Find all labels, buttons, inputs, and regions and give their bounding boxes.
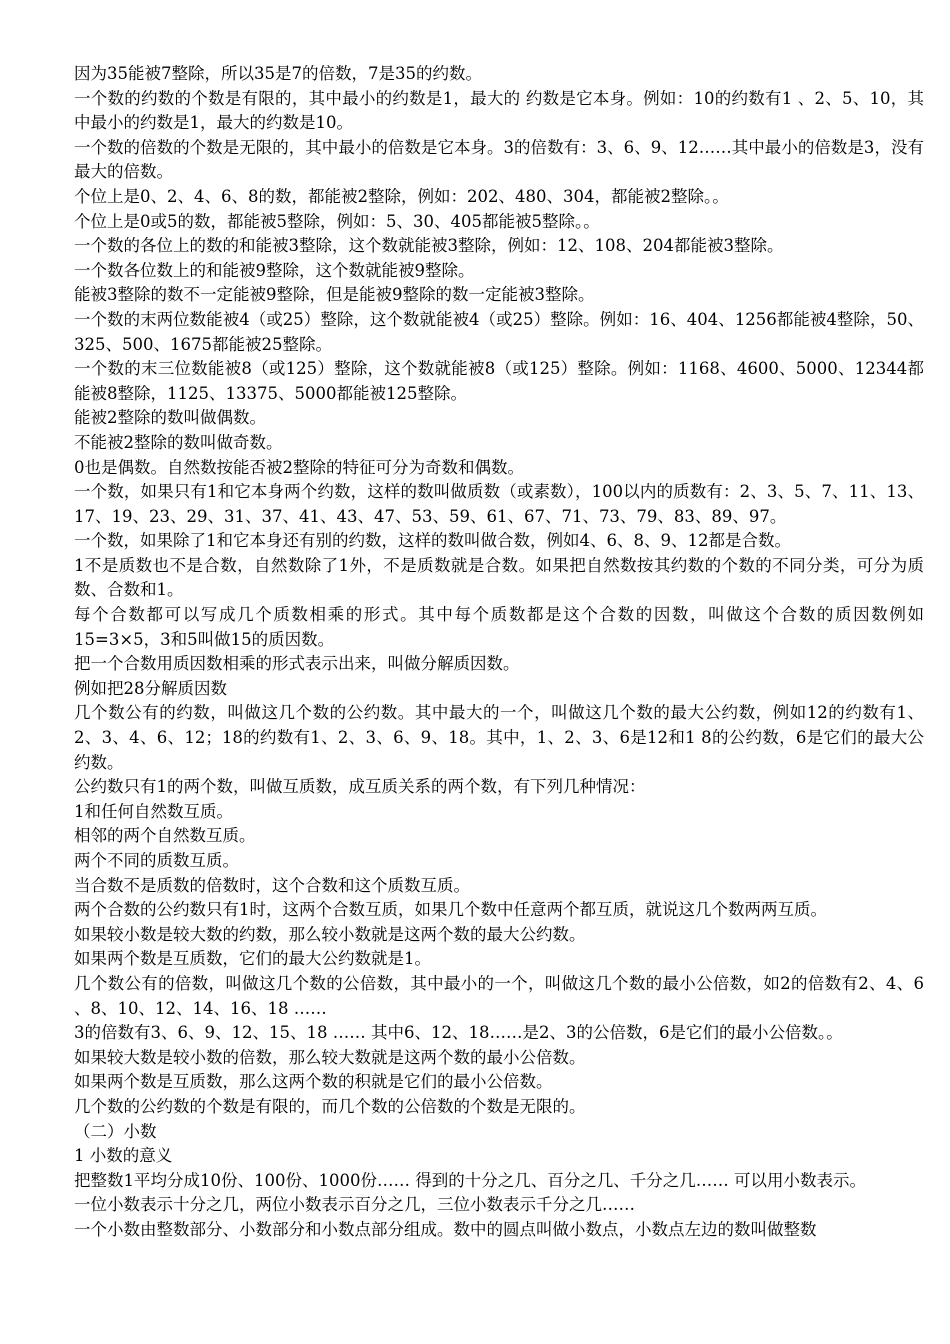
document-page — [74, 62, 930, 1243]
paragraph-coprime-case-1: 1和任何自然数互质。 — [74, 801, 233, 821]
paragraph-divisible-by-3: 一个数的各位上的数的和能被3整除，这个数就能被3整除，例如：12、108、204都能被3整除。 — [74, 236, 784, 256]
paragraph-odd-number: 不能被2整除的数叫做奇数。 — [74, 432, 283, 452]
paragraph-finite-infinite: 几个数的公约数的个数是有限的，而几个数的公倍数的个数是无限的。 — [74, 1096, 586, 1116]
paragraph-lcm-coprime: 如果两个数是互质数，那么这两个数的积就是它们的最小公倍数。 — [74, 1072, 553, 1092]
paragraph-factorize-28: 例如把28分解质因数 — [74, 678, 227, 698]
paragraph-decimal-places: 一位小数表示十分之几，两位小数表示百分之几，三位小数表示千分之几…… — [74, 1195, 635, 1215]
paragraph-gcd-smaller-divides-larger: 如果较小数是较大数的约数，那么较小数就是这两个数的最大公约数。 — [74, 924, 586, 944]
paragraph-coprime-case-composites: 两个合数的公约数只有1时，这两个合数互质，如果几个数中任意两个都互质，就说这几个数两两互质。 — [74, 900, 827, 920]
paragraph-common-divisor: 几个数公有的约数，叫做这几个数的公约数。其中最大的一个，叫做这几个数的最大公约数，例如12的约数有1、2、3、4、6、12；18的约数有1、2、3、6、9、18。其中，1、2、3、6是12和1 8的公约数，6是它们的最大公约数。 — [74, 703, 924, 772]
paragraph-gcd-coprime: 如果两个数是互质数，它们的最大公约数就是1。 — [74, 949, 431, 969]
paragraph-prime-number: 一个数，如果只有1和它本身两个约数，这样的数叫做质数（或素数），100以内的质数有：2、3、5、7、11、13、17、19、23、29、31、37、41、43、47、53、59、61、67、71、73、79、83、89、97。 — [74, 482, 924, 526]
paragraph-decimal-parts: 一个小数由整数部分、小数部分和小数点部分组成。数中的圆点叫做小数点，小数点左边的数叫做整数 — [74, 1219, 817, 1239]
paragraph-divisible-by-8-or-125: 一个数的末三位数能被8（或125）整除，这个数就能被8（或125）整除。例如：1168、4600、5000、12344都能被8整除，1125、13375、5000都能被125整除。 — [74, 359, 924, 403]
subheading-decimal-meaning: 1 小数的意义 — [74, 1146, 173, 1166]
paragraph-multiple-count-infinite: 一个数的倍数的个数是无限的，其中最小的倍数是它本身。3的倍数有：3、6、9、12……其中最小的倍数是3，没有最大的倍数。 — [74, 137, 924, 182]
paragraph-coprime-case-composite-prime: 当合数不是质数的倍数时，这个合数和这个质数互质。 — [74, 875, 470, 895]
paragraph-divisible-by-5: 个位上是0或5的数，都能被5整除，例如：5、30、405都能被5整除。。 — [74, 211, 600, 231]
paragraph-coprime-case-adjacent: 相邻的两个自然数互质。 — [74, 826, 256, 846]
paragraph-coprime-case-primes: 两个不同的质数互质。 — [74, 851, 239, 870]
paragraph-one-neither-prime-nor-composite: 1不是质数也不是合数，自然数除了1外，不是质数就是合数。如果把自然数按其约数的个数的不同分类，可分为质数、合数和1。 — [74, 555, 924, 600]
paragraph-composite-number: 一个数，如果除了1和它本身还有别的约数，这样的数叫做合数，例如4、6、8、9、12都是合数。 — [74, 531, 791, 551]
paragraph-divisible-by-4-or-25: 一个数的末两位数能被4（或25）整除，这个数就能被4（或25）整除。例如：16、404、1256都能被4整除，50、325、500、1675都能被25整除。 — [74, 309, 924, 354]
paragraph-prime-factor: 每个合数都可以写成几个质数相乘的形式。其中每个质数都是这个合数的因数，叫做这个合数的质因数例如15=3×5，3和5叫做15的质因数。 — [74, 605, 924, 649]
paragraph-divisor-count-finite: 一个数的约数的个数是有限的，其中最小的约数是1，最大的 约数是它本身。例如：10的约数有1 、2、5、10，其中最小的约数是1，最大的约数是10。 — [74, 88, 924, 133]
paragraph-coprime-definition: 公约数只有1的两个数，叫做互质数，成互质关系的两个数，有下列几种情况： — [74, 777, 646, 797]
paragraph-even-number: 能被2整除的数叫做偶数。 — [74, 408, 266, 428]
paragraph-common-multiple: 几个数公有的倍数，叫做这几个数的公倍数，其中最小的一个，叫做这几个数的最小公倍数，如2的倍数有2、4、6 、8、10、12、14、16、18 …… — [74, 973, 930, 1018]
paragraph-prime-factorization: 把一个合数用质因数相乘的形式表示出来，叫做分解质因数。 — [74, 654, 520, 674]
paragraph-zero-is-even: 0也是偶数。自然数按能否被2整除的特征可分为奇数和偶数。 — [74, 457, 524, 477]
paragraph-divisible-by-2: 个位上是0、2、4、6、8的数，都能被2整除，例如：202、480、304，都能被2整除。。 — [74, 186, 729, 206]
paragraph-divisible-by-9: 一个数各位数上的和能被9整除，这个数就能被9整除。 — [74, 260, 475, 280]
paragraph-multiples-of-3: 3的倍数有3、6、9、12、15、18 …… 其中6、12、18……是2、3的公倍数，6是它们的最小公倍数。。 — [74, 1023, 843, 1043]
paragraph-divisor-definition-example: 因为35能被7整除，所以35是7的倍数，7是35的约数。 — [74, 64, 482, 83]
paragraph-lcm-larger-multiple: 如果较大数是较小数的倍数，那么较大数就是这两个数的最小公倍数。 — [74, 1047, 586, 1067]
paragraph-3-and-9-relation: 能被3整除的数不一定能被9整除，但是能被9整除的数一定能被3整除。 — [74, 285, 595, 305]
paragraph-decimal-meaning: 把整数1平均分成10份、100份、1000份…… 得到的十分之几、百分之几、千分之几…… 可以用小数表示。 — [74, 1170, 866, 1190]
section-heading-decimals: （二）小数 — [74, 1121, 157, 1141]
